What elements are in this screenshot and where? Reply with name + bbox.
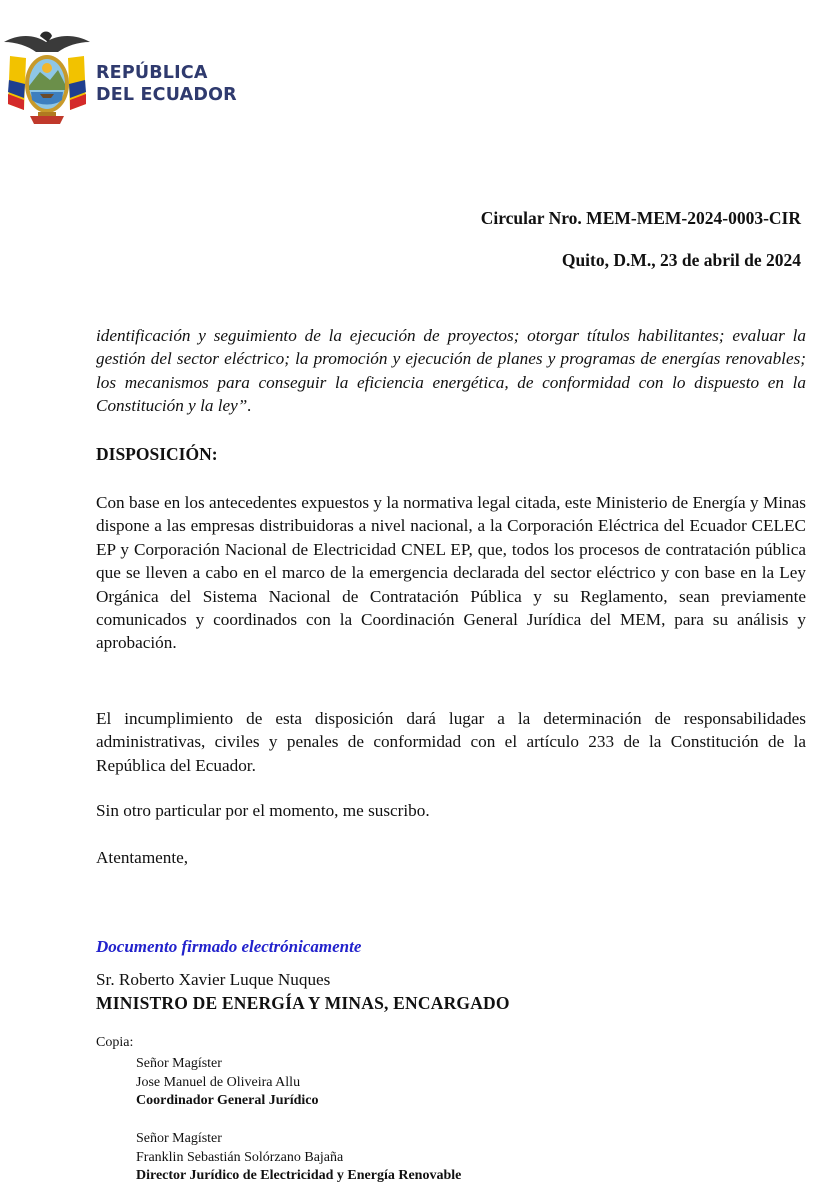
recipient-honorific: Señor Magíster xyxy=(136,1131,222,1146)
closing-line: Sin otro particular por el momento, me suscribo. xyxy=(96,801,430,820)
electronic-signature-note: Documento firmado electrónicamente xyxy=(96,937,362,956)
paragraph-noncompliance: El incumplimiento de esta disposición dará lugar a la determinación de responsabilidades administrativas, civiles y penales de conformidad con el artículo 233 de la Constitución de la República del Ecuador. xyxy=(96,709,806,775)
signer-title: MINISTRO DE ENERGÍA Y MINAS, ENCARGADO xyxy=(96,993,510,1013)
copy-recipient xyxy=(136,1130,461,1186)
recipient-role: Director Jurídico de Electricidad y Energía Renovable xyxy=(136,1168,462,1183)
recipient-honorific: Señor Magíster xyxy=(136,1056,222,1071)
paragraph-disposition: Con base en los antecedentes expuestos y la normativa legal citada, este Ministerio de Energía y Minas dispone a las empresas distribuidoras a nivel nacional, a la Corporación Eléctrica del Ecuador CELEC EP y Corporación Nacional de Electricidad CNEL EP, que, todos los procesos de contratación pública que se lleven a cabo en el marco de la emergencia declarada del sector eléctrico y con base en la Ley Orgánica del Sistema Nacional de Contratación Pública y su Reglamento, sean previamente comunicados y coordinados con la Coordinación General Jurídica del MEM, para su análisis y aprobación. xyxy=(96,493,806,653)
quote-continuation: identificación y seguimiento de la ejecución de proyectos; otorgar títulos habilitantes; evaluar la gestión del sector eléctrico; la promoción y ejecución de planes y programas de energías renovables; los mecanismos para conseguir la eficiencia energética, de conformidad con lo dispuesto en la Constitución y la ley”. xyxy=(96,326,806,416)
recipient-name: Jose Manuel de Oliveira Allu xyxy=(136,1074,301,1090)
circular-number: Circular Nro. MEM-MEM-2024-0003-CIR xyxy=(480,208,801,228)
section-heading: DISPOSICIÓN: xyxy=(96,444,218,464)
recipient-role: Coordinador General Jurídico xyxy=(136,1093,319,1108)
copies-label: Copia: xyxy=(96,1035,134,1050)
brand-line-2: DEL ECUADOR xyxy=(96,85,237,105)
brand-line-1: REPÚBLICA xyxy=(96,63,208,83)
copy-recipient xyxy=(136,1055,319,1111)
brand-name xyxy=(96,62,237,106)
signer-name: Sr. Roberto Xavier Luque Nuques xyxy=(96,970,331,989)
recipient-name: Franklin Sebastián Solórzano Bajaña xyxy=(136,1149,344,1165)
salutation: Atentamente, xyxy=(96,848,189,867)
ecuador-coat-of-arms-icon xyxy=(0,28,94,132)
place-date: Quito, D.M., 23 de abril de 2024 xyxy=(561,250,801,270)
